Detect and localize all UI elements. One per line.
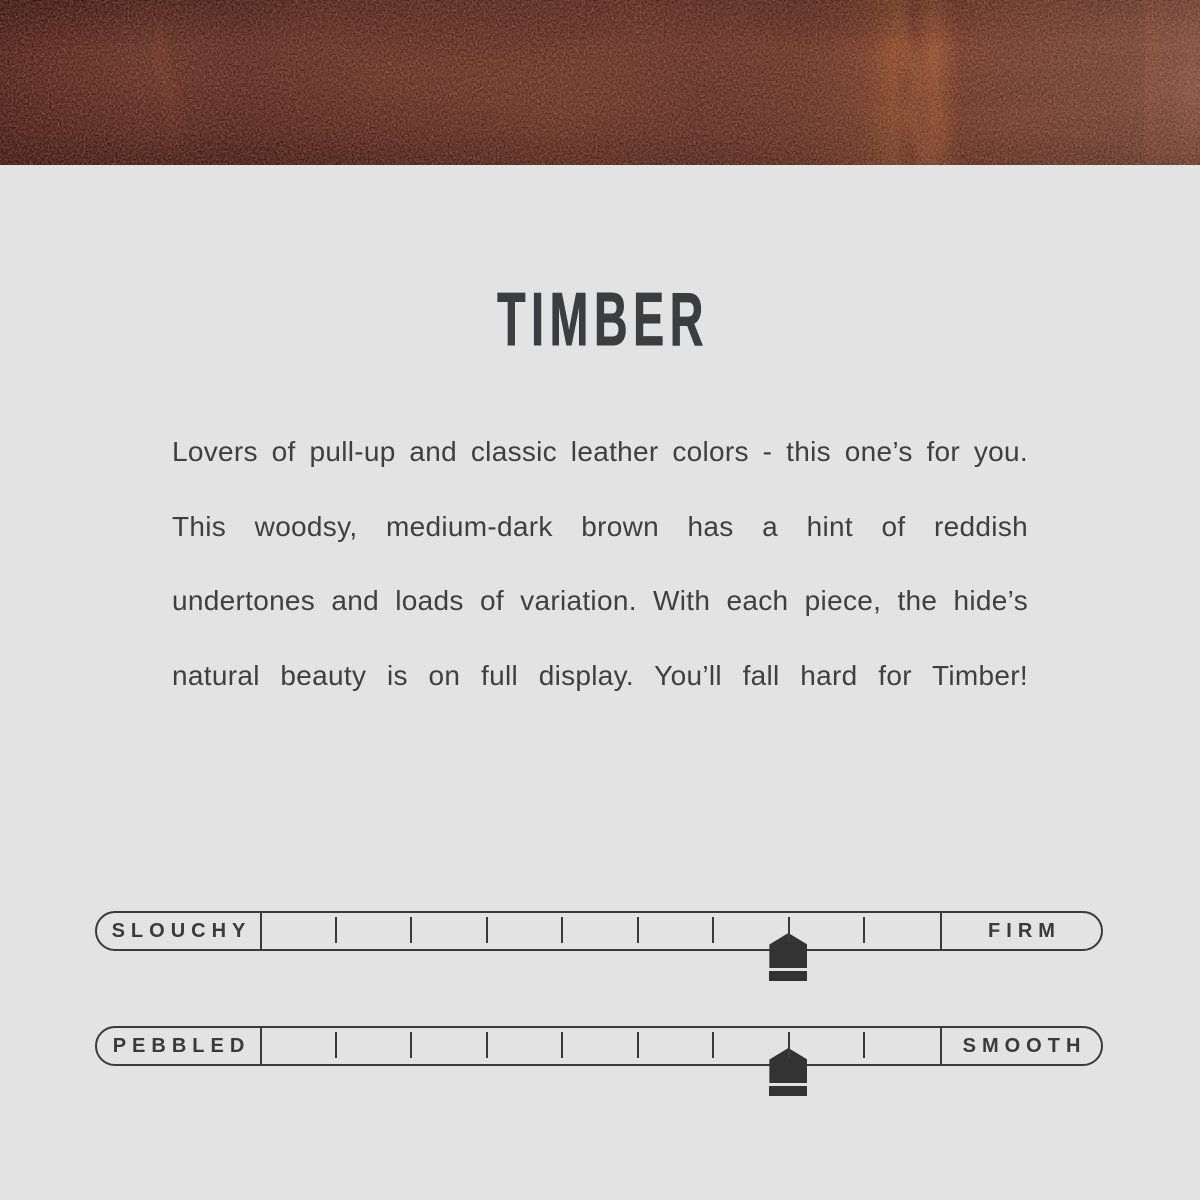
texture-scale-left-label: PEBBLED [112, 1034, 251, 1057]
tick-mark [712, 917, 714, 943]
paragraph-line: natural beauty is on full display. You’ll fall hard for Timber! [172, 659, 1028, 691]
description-paragraph [172, 415, 1028, 713]
firmness-scale-left-label: SLOUCHY [111, 919, 252, 942]
tick-mark [486, 917, 488, 943]
marker-base [769, 1086, 807, 1096]
texture-scale [95, 1026, 1103, 1066]
tick-mark [788, 1032, 790, 1058]
tick-mark [335, 917, 337, 943]
tick-mark [561, 1032, 563, 1058]
texture-scale-track [260, 1028, 940, 1064]
firmness-scale [95, 911, 1103, 951]
leather-photo [0, 0, 1200, 165]
tick-mark [788, 917, 790, 943]
tick-mark [335, 1032, 337, 1058]
tick-mark [486, 1032, 488, 1058]
paragraph-line: Lovers of pull-up and classic leather colors - this one’s for you. [172, 436, 1028, 467]
tick-mark [863, 1032, 865, 1058]
tick-mark [410, 1032, 412, 1058]
tick-mark [863, 917, 865, 943]
page-title [0, 277, 1200, 361]
page-title-text: TIMBER [496, 277, 709, 361]
tick-mark [637, 1032, 639, 1058]
firmness-scale-right-label: FIRM [988, 919, 1061, 942]
tick-mark [712, 1032, 714, 1058]
tick-mark [637, 917, 639, 943]
paragraph-line: This woodsy, medium-dark brown has a hint of reddish [172, 510, 1028, 542]
texture-scale-right-label: SMOOTH [962, 1034, 1087, 1057]
paragraph-line: undertones and loads of variation. With each piece, the hide’s [172, 585, 1028, 617]
tick-mark [561, 917, 563, 943]
tick-mark [410, 917, 412, 943]
marker-base [769, 971, 807, 981]
firmness-scale-track [260, 913, 940, 949]
